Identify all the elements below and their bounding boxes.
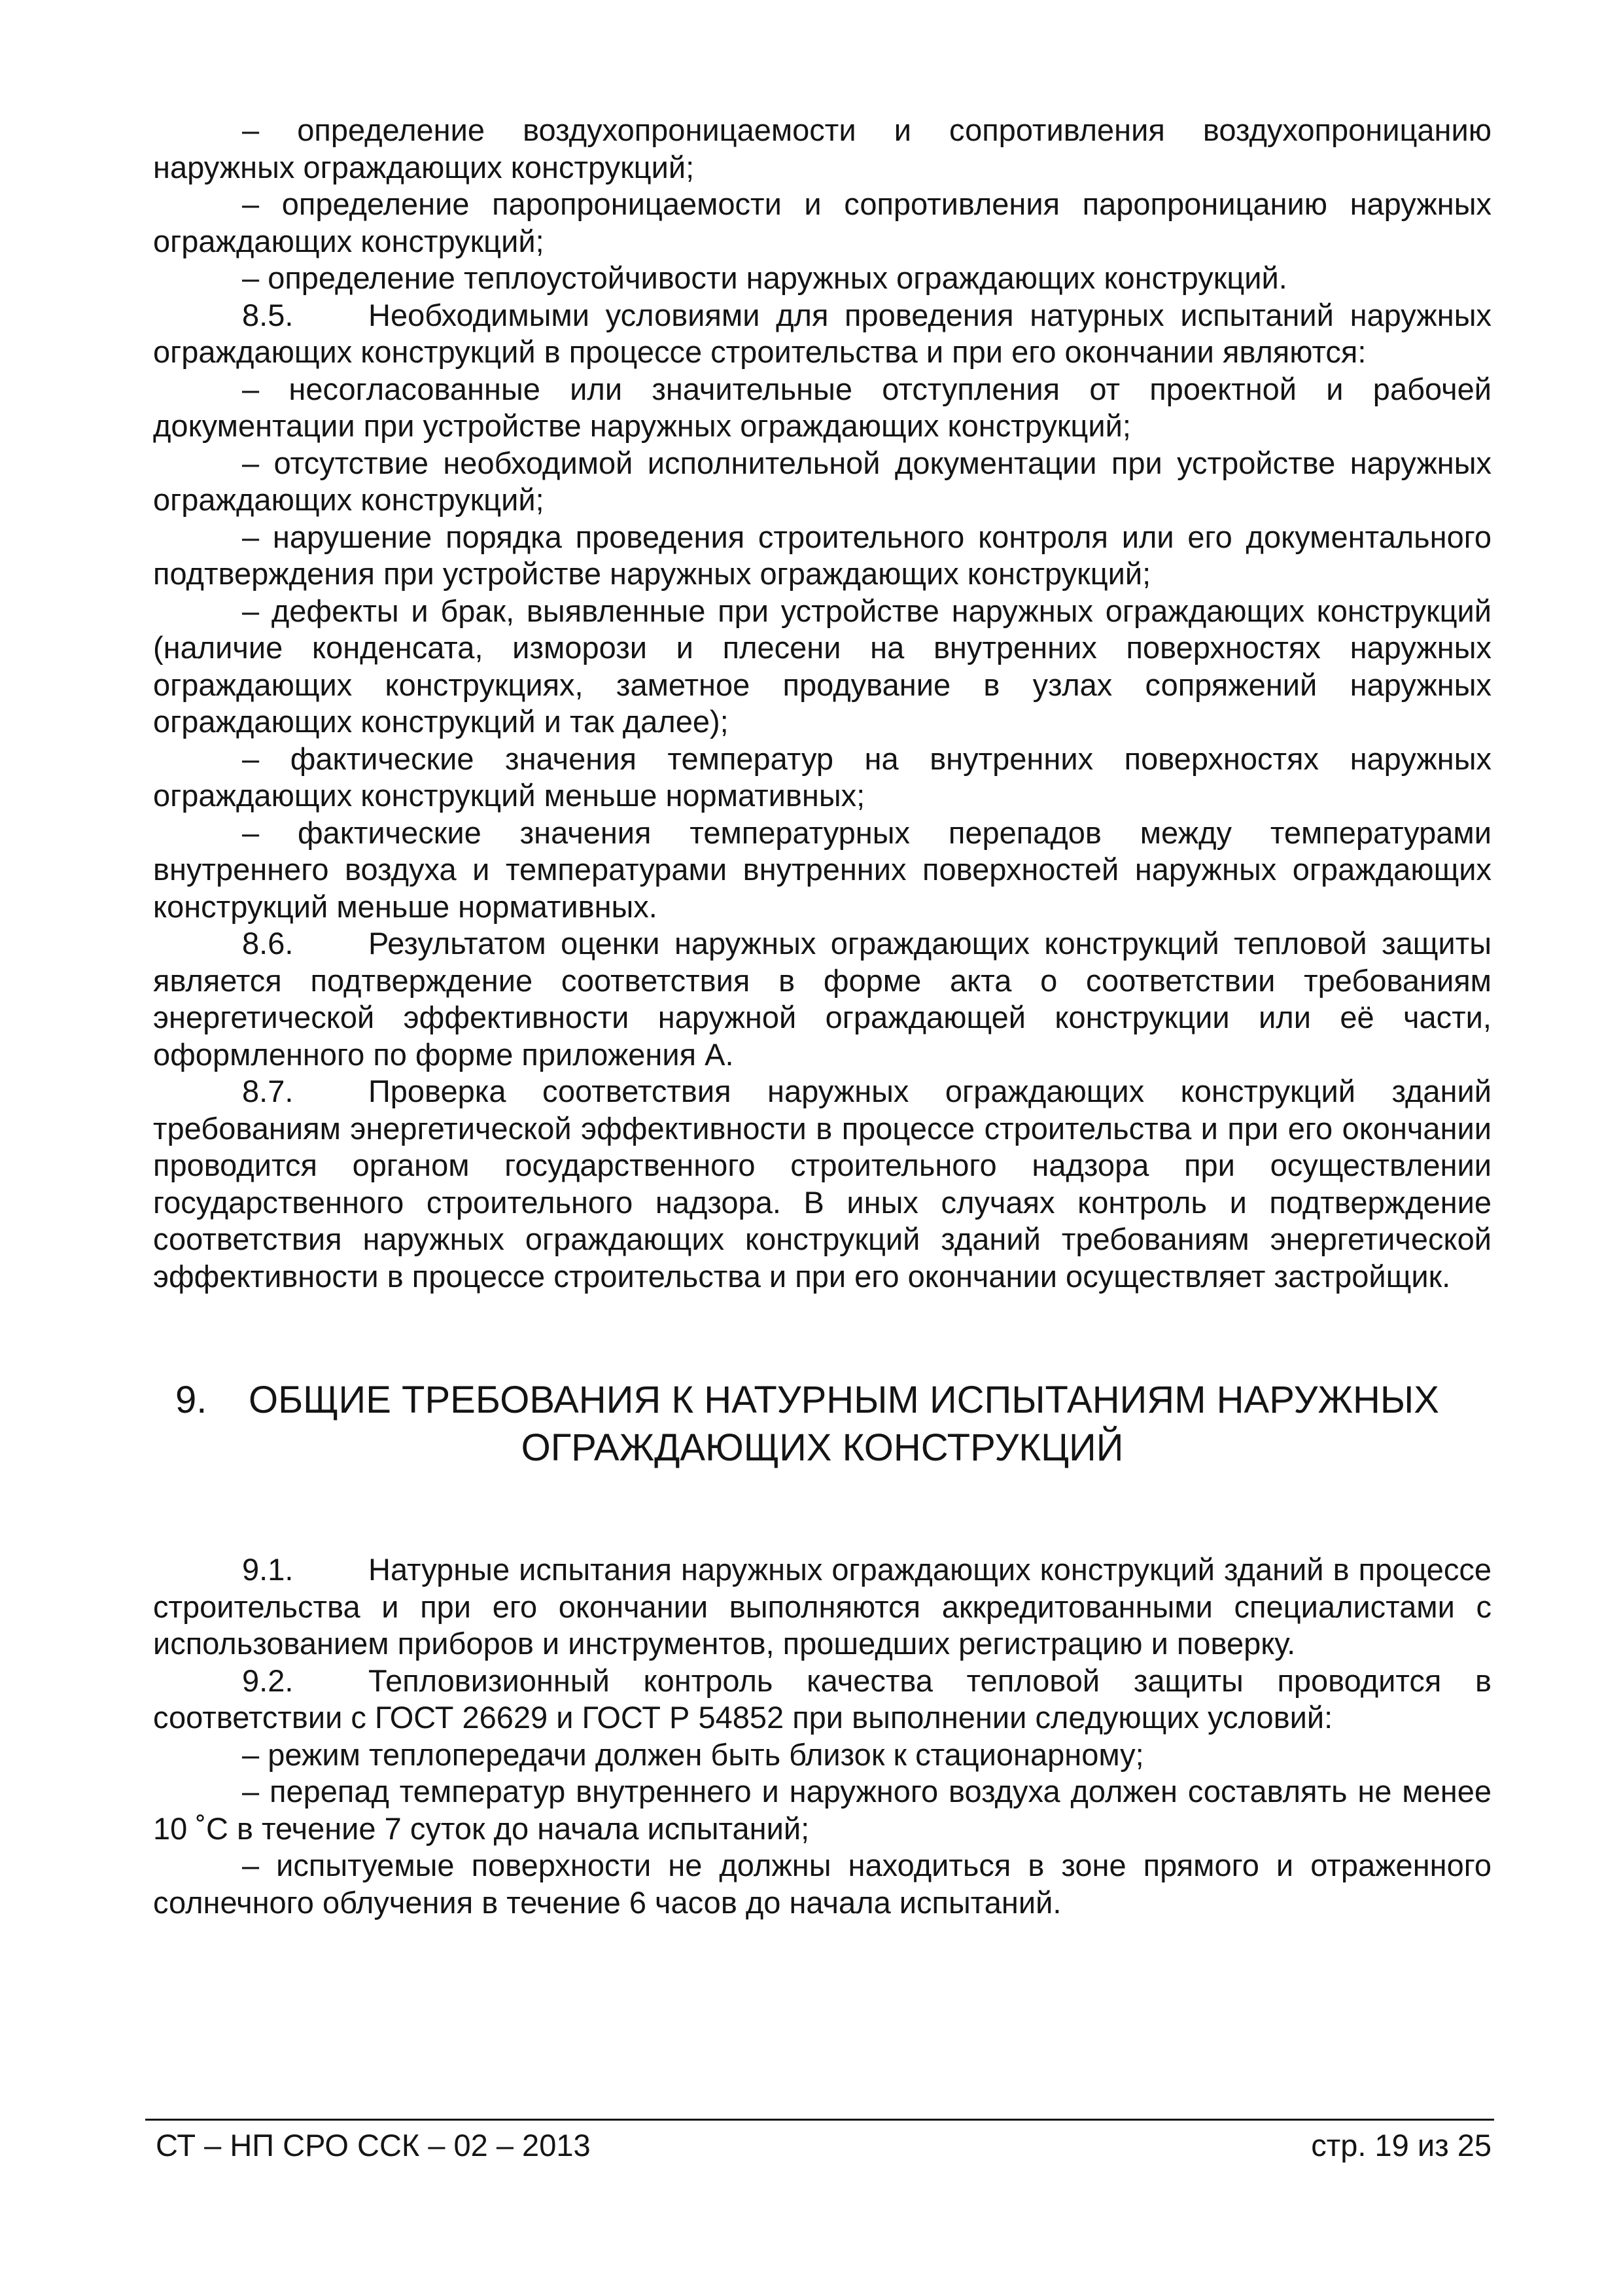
list-item: – отсутствие необходимой исполнительной документации при устройстве наружных ограждающих конструкций;: [153, 445, 1492, 517]
list-item: – несогласованные или значительные отступления от проектной и рабочей документации при устройстве наружных ограждающих конструкций;: [153, 371, 1492, 443]
list-item: – нарушение порядка проведения строительного контроля или его документального подтверждения при устройстве наружных ограждающих конструкций;: [153, 519, 1492, 591]
clause-number: 9.1.: [242, 1552, 294, 1587]
list-item: – определение паропроницаемости и сопротивления паропроницанию наружных ограждающих конструкций;: [153, 186, 1492, 258]
list-item: – фактические значения температур на внутренних поверхностях наружных ограждающих конструкций меньше нормативных;: [153, 741, 1492, 813]
page-body: [153, 112, 1492, 1921]
clause-text: Проверка соответствия наружных ограждающих конструкций зданий требованиям энергетической эффективности в процессе строительства и при его окончании проводится органом государственного строительного надзора при осуществлении государственного строительного надзора. В иных случаях контроль и подтверждение соответствия наружных ограждающих конструкций зданий требованиям энергетической эффективности в процессе строительства и при его окончании осуществляет застройщик.: [153, 1074, 1492, 1294]
clause-number: 8.6.: [242, 926, 294, 961]
clause-9-2: [153, 1663, 1492, 1737]
section-title-line-2: ОГРАЖДАЮЩИХ КОНСТРУКЦИЙ: [521, 1426, 1124, 1469]
clause-number: 9.2.: [242, 1663, 294, 1698]
clause-text: Тепловизионный контроль качества тепловой защиты проводится в соответствии с ГОСТ 26629 и ГОСТ Р 54852 при выполнении следующих условий:: [153, 1663, 1492, 1735]
clause-9-1: [153, 1551, 1492, 1663]
clause-number: 8.7.: [242, 1074, 294, 1108]
list-item: – режим теплопередачи должен быть близок к стационарному;: [242, 1737, 1144, 1772]
section-heading: [153, 1376, 1492, 1472]
list-item: – определение теплоустойчивости наружных ограждающих конструкций.: [242, 260, 1287, 295]
page-number: стр. 19 из 25: [1311, 2128, 1492, 2163]
clause-text: Результатом оценки наружных ограждающих конструкций тепловой защиты является подтверждение соответствия в форме акта о соответствии требованиям энергетической эффективности наружной ограждающей конструкции или её части, оформленного по форме приложения А.: [153, 926, 1492, 1072]
clause-number: 8.5.: [242, 297, 294, 332]
list-item: – определение воздухопроницаемости и сопротивления воздухопроницанию наружных ограждающих конструкций;: [153, 113, 1492, 185]
clause-text: Необходимыми условиями для проведения натурных испытаний наружных ограждающих конструкций в процессе строительства и при его окончании являются:: [153, 297, 1492, 369]
clause-8-7: [153, 1073, 1492, 1295]
page-footer: [145, 2119, 1494, 2186]
list-item: – перепад температур внутреннего и наружного воздуха должен составлять не менее 10 ˚С в течение 7 суток до начала испытаний;: [153, 1774, 1492, 1846]
clause-8-5: [153, 297, 1492, 371]
document-code: СТ – НП СРО ССК – 02 – 2013: [156, 2128, 591, 2163]
list-item: – испытуемые поверхности не должны находиться в зоне прямого и отраженного солнечного облучения в течение 6 часов до начала испытаний.: [153, 1848, 1492, 1920]
clause-text: Натурные испытания наружных ограждающих конструкций зданий в процессе строительства и при его окончании выполняются аккредитованными специалистами с использованием приборов и инструментов, прошедших регистрацию и поверку.: [153, 1552, 1492, 1661]
list-item: – фактические значения температурных перепадов между температурами внутреннего воздуха и температурами внутренних поверхностей наружных ограждающих конструкций меньше нормативных.: [153, 815, 1492, 924]
section-number: 9.: [175, 1379, 207, 1421]
list-item: – дефекты и брак, выявленные при устройстве наружных ограждающих конструкций (наличие конденсата, изморози и плесени на внутренних поверхностях наружных ограждающих конструкциях, заметное продувание в узлах сопряжений наружных ограждающих конструкций и так далее);: [153, 593, 1492, 739]
section-title-line-1: 9. ОБЩИЕ ТРЕБОВАНИЯ К НАТУРНЫМ ИСПЫТАНИЯМ НАРУЖНЫХ: [153, 1376, 1492, 1424]
clause-8-6: [153, 925, 1492, 1073]
